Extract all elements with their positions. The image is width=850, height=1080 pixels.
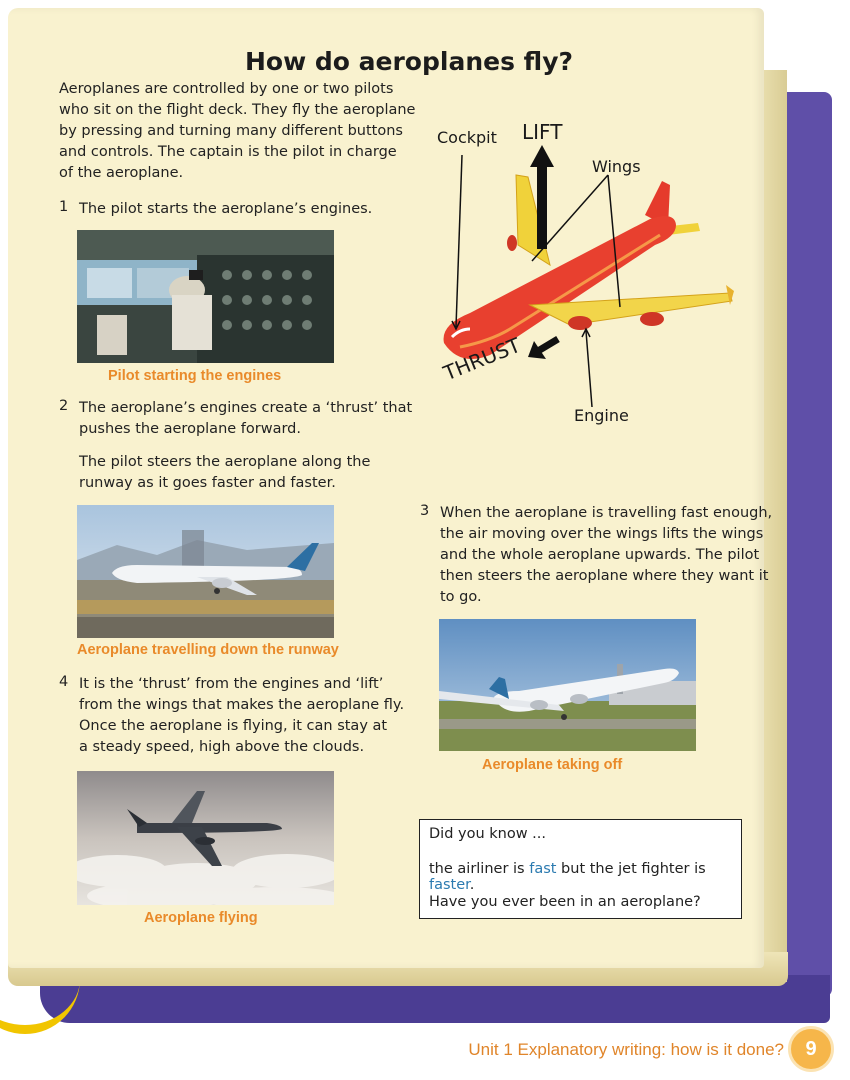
intro-line: who sit on the flight deck. They fly the aeroplane (59, 102, 416, 118)
step-3-text: to go. (440, 589, 482, 605)
intro-line: and controls. The captain is the pilot in charge (59, 144, 397, 160)
step-4-text: a steady speed, high above the clouds. (79, 739, 365, 755)
word-faster: faster (429, 877, 470, 893)
did-you-know-line (429, 861, 741, 893)
diagram-label-lift: LIFT (522, 120, 563, 144)
step-3-text: When the aeroplane is travelling fast enough, (440, 505, 773, 521)
step-number: 3 (420, 503, 430, 519)
diagram-label-cockpit: Cockpit (437, 128, 497, 147)
did-you-know-text: the airliner is (429, 861, 530, 877)
did-you-know-heading: Did you know ... (429, 826, 547, 842)
did-you-know-question: Have you ever been in an aeroplane? (429, 894, 701, 910)
intro-line: by pressing and turning many different buttons (59, 123, 403, 139)
did-you-know-box (419, 819, 742, 919)
word-fast: fast (529, 861, 557, 877)
diagram-label-thrust: THRUST (440, 332, 524, 386)
step-number: 2 (59, 398, 69, 414)
caption-runway: Aeroplane travelling down the runway (77, 642, 339, 658)
photo-aeroplane-flying (77, 771, 334, 905)
step-3-text: the air moving over the wings lifts the wings (440, 526, 764, 542)
diagram-label-wings: Wings (592, 157, 641, 176)
book-page-edges (760, 70, 787, 982)
intro-line: of the aeroplane. (59, 165, 184, 181)
page-title: How do aeroplanes fly? (244, 46, 573, 76)
step-2-extra: runway as it goes faster and faster. (79, 475, 336, 491)
aeroplane-diagram (430, 115, 750, 435)
caption-flying: Aeroplane flying (144, 910, 258, 926)
step-2-text: pushes the aeroplane forward. (79, 421, 301, 437)
step-3-text: then steers the aeroplane where they want it (440, 568, 769, 584)
page-number: 9 (805, 1037, 817, 1060)
caption-pilot: Pilot starting the engines (108, 368, 282, 384)
photo-pilot-cockpit (77, 230, 334, 363)
step-4-text: Once the aeroplane is flying, it can stay at (79, 718, 388, 734)
did-you-know-text: . (469, 877, 475, 893)
step-4-text: from the wings that makes the aeroplane fly. (79, 697, 405, 713)
caption-takeoff: Aeroplane taking off (482, 757, 623, 773)
intro-line: Aeroplanes are controlled by one or two pilots (59, 81, 394, 97)
step-4-text: It is the ‘thrust’ from the engines and ‘lift’ (79, 676, 384, 692)
step-2-extra: The pilot steers the aeroplane along the (79, 454, 371, 470)
page-number-badge (788, 1026, 834, 1072)
did-you-know-text: but the jet fighter is (556, 861, 706, 877)
step-3-text: and the whole aeroplane upwards. The pilot (440, 547, 760, 563)
photo-runway (77, 505, 334, 638)
step-number: 4 (59, 674, 69, 690)
step-number: 1 (59, 199, 69, 215)
footer-unit-title: Unit 1 Explanatory writing: how is it done? (468, 1040, 784, 1059)
diagram-label-engine: Engine (574, 406, 629, 425)
step-1-text: The pilot starts the aeroplane’s engines. (79, 201, 373, 217)
photo-aeroplane-taking-off (439, 619, 696, 751)
step-2-text: The aeroplane’s engines create a ‘thrust’ that (79, 400, 413, 416)
